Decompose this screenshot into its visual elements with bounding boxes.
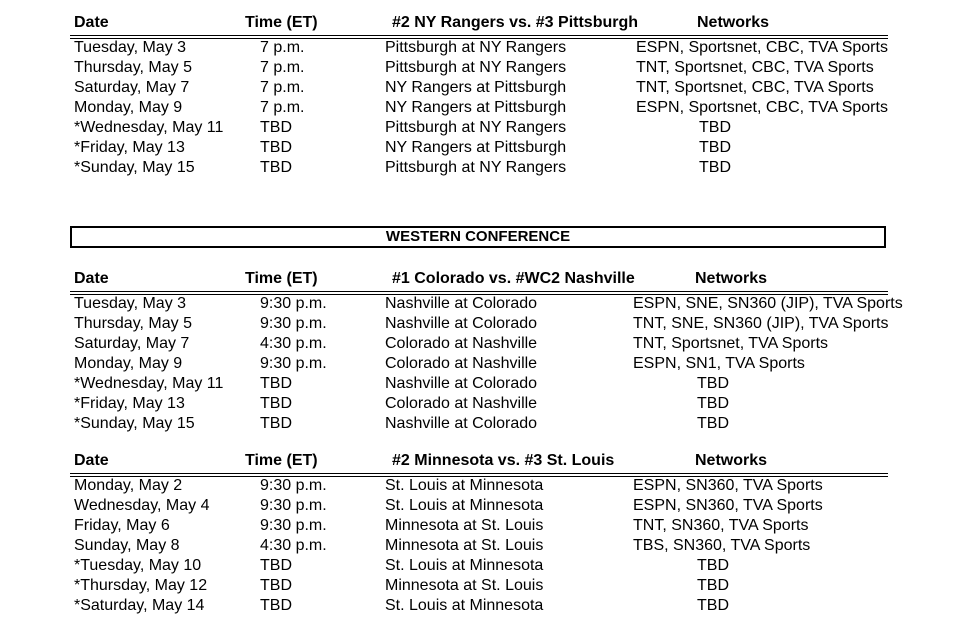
game-matchup: Minnesota at St. Louis [385,577,544,594]
game-matchup: Nashville at Colorado [385,415,538,432]
game-date: Sunday, May 8 [74,537,180,554]
game-matchup: Nashville at Colorado [385,315,538,332]
date-header: Date [74,270,109,287]
schedule-row [0,158,962,178]
game-date: Wednesday, May 4 [74,497,210,514]
networks-header: Networks [697,14,770,31]
game-networks: TBD [697,577,729,594]
networks-header: Networks [695,452,768,469]
game-time: TBD [260,597,292,614]
schedule-row [0,394,962,414]
schedule-row [0,556,962,576]
time-header: Time (ET) [245,270,318,287]
game-date: Saturday, May 7 [74,335,190,352]
time-header: Time (ET) [245,14,318,31]
game-networks: TNT, Sportsnet, CBC, TVA Sports [636,59,874,76]
game-networks: ESPN, SN1, TVA Sports [633,355,805,372]
game-matchup: Pittsburgh at NY Rangers [385,119,567,136]
game-time: 9:30 p.m. [260,315,327,332]
game-networks: TBD [697,395,729,412]
game-date: Tuesday, May 3 [74,295,187,312]
game-time: 9:30 p.m. [260,355,327,372]
game-date: Monday, May 2 [74,477,183,494]
game-matchup: St. Louis at Minnesota [385,477,544,494]
series-header [0,452,962,474]
game-networks: TNT, Sportsnet, TVA Sports [633,335,829,352]
schedule-row [0,78,962,98]
schedule-rows [0,476,962,616]
game-date: *Sunday, May 15 [74,159,195,176]
game-time: 9:30 p.m. [260,295,327,312]
game-date: *Saturday, May 14 [74,597,205,614]
game-date: Monday, May 9 [74,355,183,372]
game-networks: ESPN, Sportsnet, CBC, TVA Sports [636,99,888,116]
game-time: TBD [260,119,292,136]
game-time: TBD [260,415,292,432]
game-matchup: Colorado at Nashville [385,395,538,412]
game-networks: TBD [699,159,731,176]
game-date: Monday, May 9 [74,99,183,116]
series-header [0,14,962,36]
matchup-header: #1 Colorado vs. #WC2 Nashville [392,270,635,287]
game-date: Friday, May 6 [74,517,170,534]
game-matchup: Pittsburgh at NY Rangers [385,159,567,176]
game-time: 7 p.m. [260,39,305,56]
schedule-rows [0,38,962,178]
game-time: 7 p.m. [260,79,305,96]
series-header [0,270,962,292]
game-networks: TNT, SNE, SN360 (JIP), TVA Sports [633,315,889,332]
game-matchup: Nashville at Colorado [385,375,538,392]
series-nyr-pit [0,14,962,176]
game-networks: ESPN, SNE, SN360 (JIP), TVA Sports [633,295,903,312]
game-networks: TBD [699,139,731,156]
game-networks: TNT, SN360, TVA Sports [633,517,809,534]
game-matchup: St. Louis at Minnesota [385,557,544,574]
game-time: TBD [260,557,292,574]
game-matchup: Colorado at Nashville [385,355,538,372]
date-header: Date [74,14,109,31]
game-date: *Wednesday, May 11 [74,375,224,392]
game-time: 4:30 p.m. [260,537,327,554]
game-time: TBD [260,395,292,412]
schedule-row [0,314,962,334]
game-networks: TBD [697,375,729,392]
schedule-row [0,38,962,58]
schedule-row [0,496,962,516]
series-min-stl [0,452,962,614]
game-date: *Thursday, May 12 [74,577,208,594]
game-date: Thursday, May 5 [74,59,192,76]
game-networks: ESPN, SN360, TVA Sports [633,477,823,494]
game-matchup: NY Rangers at Pittsburgh [385,79,567,96]
schedule-row [0,294,962,314]
schedule-row [0,596,962,616]
game-date: Tuesday, May 3 [74,39,187,56]
time-header: Time (ET) [245,452,318,469]
schedule-row [0,334,962,354]
networks-header: Networks [695,270,768,287]
game-networks: ESPN, SN360, TVA Sports [633,497,823,514]
game-date: Saturday, May 7 [74,79,190,96]
game-networks: TBS, SN360, TVA Sports [633,537,811,554]
game-time: 7 p.m. [260,59,305,76]
schedule-row [0,536,962,556]
series-col-nsh [0,270,962,432]
matchup-header: #2 NY Rangers vs. #3 Pittsburgh [392,14,639,31]
game-date: *Wednesday, May 11 [74,119,224,136]
game-matchup: Pittsburgh at NY Rangers [385,39,567,56]
schedule-row [0,414,962,434]
game-matchup: Minnesota at St. Louis [385,517,544,534]
game-time: 4:30 p.m. [260,335,327,352]
game-matchup: Minnesota at St. Louis [385,537,544,554]
game-networks: ESPN, Sportsnet, CBC, TVA Sports [636,39,888,56]
schedule-rows [0,294,962,434]
game-matchup: Nashville at Colorado [385,295,538,312]
game-matchup: NY Rangers at Pittsburgh [385,99,567,116]
game-networks: TBD [697,415,729,432]
game-matchup: St. Louis at Minnesota [385,597,544,614]
schedule-row [0,98,962,118]
game-date: Thursday, May 5 [74,315,192,332]
conference-banner: WESTERN CONFERENCE [70,226,886,248]
schedule-row [0,374,962,394]
game-networks: TBD [697,597,729,614]
game-matchup: St. Louis at Minnesota [385,497,544,514]
schedule-row [0,354,962,374]
game-matchup: Colorado at Nashville [385,335,538,352]
game-date: *Friday, May 13 [74,395,185,412]
game-time: 9:30 p.m. [260,477,327,494]
game-matchup: NY Rangers at Pittsburgh [385,139,567,156]
game-networks: TBD [699,119,731,136]
matchup-header: #2 Minnesota vs. #3 St. Louis [392,452,615,469]
game-date: *Tuesday, May 10 [74,557,202,574]
game-time: 9:30 p.m. [260,517,327,534]
game-networks: TNT, Sportsnet, CBC, TVA Sports [636,79,874,96]
schedule-row [0,516,962,536]
game-time: TBD [260,159,292,176]
schedule-row [0,138,962,158]
schedule-row [0,476,962,496]
game-time: TBD [260,375,292,392]
game-date: *Friday, May 13 [74,139,185,156]
schedule-row [0,118,962,138]
game-time: TBD [260,139,292,156]
schedule-row [0,58,962,78]
game-time: 7 p.m. [260,99,305,116]
game-matchup: Pittsburgh at NY Rangers [385,59,567,76]
date-header: Date [74,452,109,469]
game-date: *Sunday, May 15 [74,415,195,432]
schedule-row [0,576,962,596]
game-time: TBD [260,577,292,594]
game-time: 9:30 p.m. [260,497,327,514]
game-networks: TBD [697,557,729,574]
